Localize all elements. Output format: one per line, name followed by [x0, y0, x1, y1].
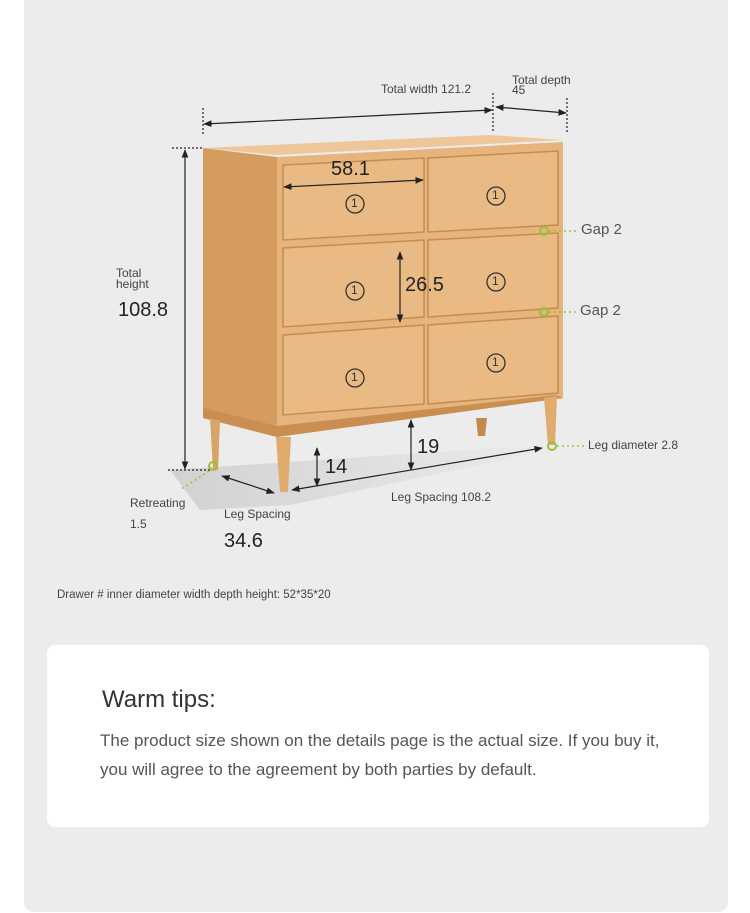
warm-tips-body: The product size shown on the details page is the actual size. If you buy it, you will agree to the agreement by both parties by default. — [100, 731, 660, 779]
drawer-height-value: 26.5 — [405, 274, 444, 296]
drawer-number: 1 — [351, 283, 358, 297]
dresser-illustration — [203, 135, 563, 492]
total-height-value: 108.8 — [118, 299, 169, 321]
leg-spacing-short-value: 34.6 — [224, 530, 263, 552]
back-clearance-value: 19 — [417, 436, 440, 458]
total-depth-label: Total depth — [512, 73, 571, 87]
retreating-value: 1.5 — [130, 517, 147, 531]
retreating-label: Retreating — [130, 496, 186, 510]
total-height-label-2: height — [116, 277, 149, 291]
leg-spacing-long-label: Leg Spacing 108.2 — [391, 490, 492, 504]
leg-spacing-short-label: Leg Spacing — [224, 507, 291, 521]
drawer-number: 1 — [351, 196, 358, 210]
leg — [544, 396, 557, 445]
drawer-inner-size-note: Drawer # inner diameter width depth height: 52*35*20 — [57, 589, 331, 601]
warm-tips-card — [47, 645, 709, 827]
leg-diameter-label: Leg diameter 2.8 — [588, 438, 679, 452]
gap-lower-label: Gap 2 — [580, 302, 621, 319]
total-width-label: Total width 121.2 — [381, 82, 472, 96]
drawer-number: 1 — [492, 355, 499, 369]
dresser-side — [203, 148, 277, 437]
total-height-label: Total — [116, 266, 142, 280]
total-depth-value: 45 — [512, 83, 526, 97]
drawer-number: 1 — [492, 188, 499, 202]
drawer-number: 1 — [351, 370, 358, 384]
gap-upper-label: Gap 2 — [581, 221, 622, 238]
leg — [476, 418, 487, 436]
drawer-width-value: 58.1 — [331, 158, 370, 180]
warm-tips-title: Warm tips: — [102, 686, 216, 713]
drawer-number: 1 — [492, 274, 499, 288]
front-clearance-value: 14 — [325, 456, 348, 478]
